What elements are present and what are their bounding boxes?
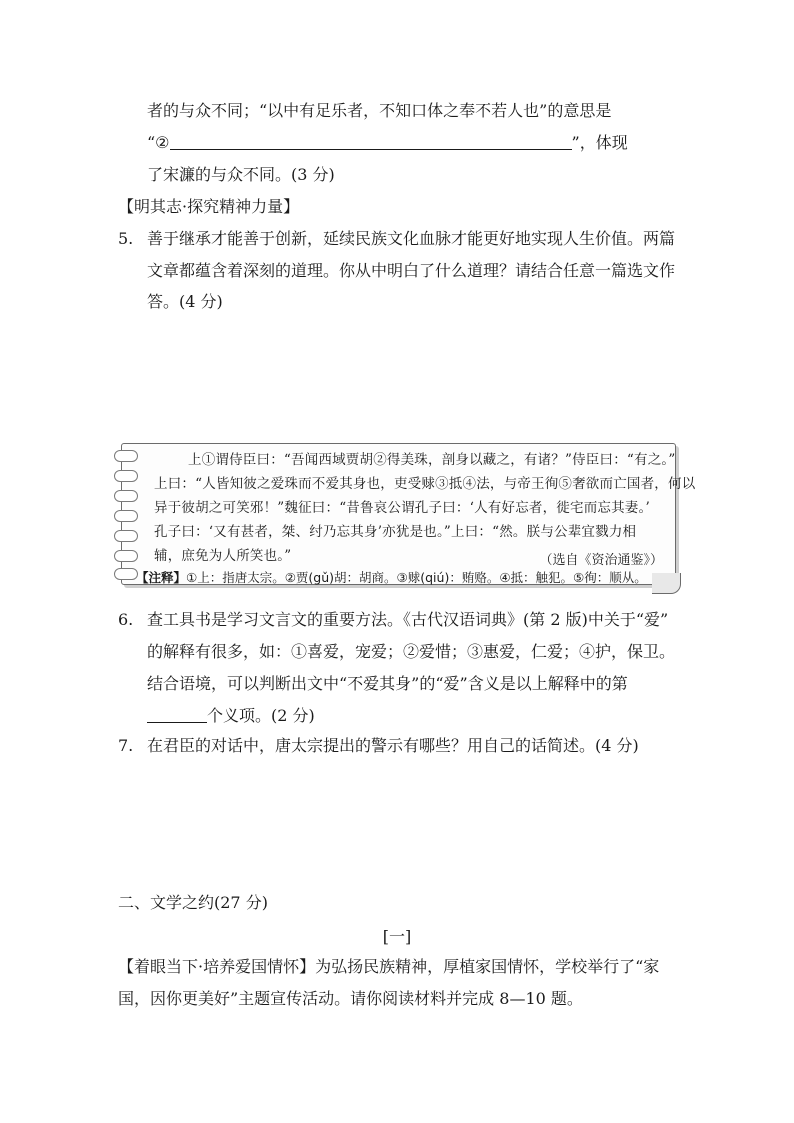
q7-number: 7. bbox=[118, 736, 134, 755]
notes-text: ①上：指唐太宗。②贾(gǔ)胡：胡商。③赇(qiú)：贿赂。④抵：触犯。⑤徇：顺从。 bbox=[186, 570, 647, 585]
binder-ring-icon bbox=[114, 550, 138, 562]
binder-ring-icon bbox=[114, 450, 138, 462]
q5-line2: 文章都蕴含着深刻的道理。你从中明白了什么道理？请结合任意一篇选文作 bbox=[147, 261, 676, 280]
q4-continuation-line2 bbox=[147, 132, 628, 154]
q5-line3: 答。(4 分) bbox=[147, 292, 223, 311]
q4-continuation-line1: 者的与众不同；“以中有足乐者，不知口体之奉不若人也”的意思是 bbox=[147, 101, 612, 120]
q6-number: 6. bbox=[118, 610, 134, 629]
classical-line-3: 异于彼胡之可笑邪！”魏征曰：“昔鲁哀公谓孔子曰：‘人有好忘者，徙宅而忘其妻。’ bbox=[154, 500, 650, 516]
q4-blank-suffix: ”，体现 bbox=[571, 133, 628, 152]
binder-ring-icon bbox=[114, 470, 138, 482]
q4-blank-prefix: “② bbox=[147, 133, 170, 152]
q6-line1: 查工具书是学习文言文的重要方法。《古代汉语词典》(第 2 版)中关于“爱” bbox=[147, 610, 669, 629]
page-curl-icon bbox=[652, 573, 681, 594]
section-heading-explore: 【明其志·探究精神力量】 bbox=[118, 197, 300, 216]
classical-source: （选自《资治通鉴》） bbox=[539, 553, 663, 568]
q6-line4-suffix: 个义项。(2 分) bbox=[207, 706, 315, 725]
classical-line-5: 辅，庶免为人所笑也。” bbox=[154, 548, 292, 564]
q5-line1: 善于继承才能善于创新，延续民族文化血脉才能更好地实现人生价值。两篇 bbox=[147, 229, 676, 248]
answer-blank-2[interactable] bbox=[170, 133, 572, 150]
classical-line-1: 上①谓侍臣曰：“吾闻西域贾胡②得美珠，剖身以藏之，有诸？”侍臣曰：“有之。” bbox=[188, 452, 676, 468]
part2-title: 二、文学之约(27 分) bbox=[118, 893, 268, 912]
classical-text-box bbox=[121, 443, 696, 585]
q7-line1: 在君臣的对话中，唐太宗提出的警示有哪些？用自己的话简述。(4 分) bbox=[147, 736, 639, 755]
part2-line1: 【着眼当下·培养爱国情怀】为弘扬民族精神，厚植家国情怀，学校举行了“家 bbox=[118, 957, 660, 976]
part2-subtitle: [一] bbox=[382, 927, 412, 946]
classical-line-4: 孔子曰：‘又有甚者，桀、纣乃忘其身’亦犹是也。”上曰：“然。朕与公辈宜戮力相 bbox=[154, 524, 637, 540]
answer-blank-q6[interactable] bbox=[147, 706, 207, 723]
part2-line2: 国，因你更美好”主题宣传活动。请你阅读材料并完成 8—10 题。 bbox=[118, 989, 583, 1008]
classical-line-2: 上曰：“人皆知彼之爱珠而不爱其身也，吏受赇③抵④法，与帝王徇⑤奢欲而亡国者，何以 bbox=[154, 476, 696, 492]
binder-ring-icon bbox=[114, 568, 138, 580]
classical-notes bbox=[136, 568, 647, 586]
q6-line2: 的解释有很多，如：①喜爱，宠爱；②爱惜；③惠爱，仁爱；④护，保卫。 bbox=[147, 642, 676, 661]
binder-ring-icon bbox=[114, 490, 138, 502]
q6-line3: 结合语境，可以判断出文中“不爱其身”的“爱”含义是以上解释中的第 bbox=[147, 674, 628, 693]
q6-line4 bbox=[147, 705, 315, 727]
notes-label: 【注释】 bbox=[136, 570, 187, 585]
q4-continuation-line3: 了宋濂的与众不同。(3 分) bbox=[147, 165, 335, 184]
binder-ring-icon bbox=[114, 510, 138, 522]
q5-number: 5. bbox=[118, 229, 134, 248]
binder-ring-icon bbox=[114, 530, 138, 542]
